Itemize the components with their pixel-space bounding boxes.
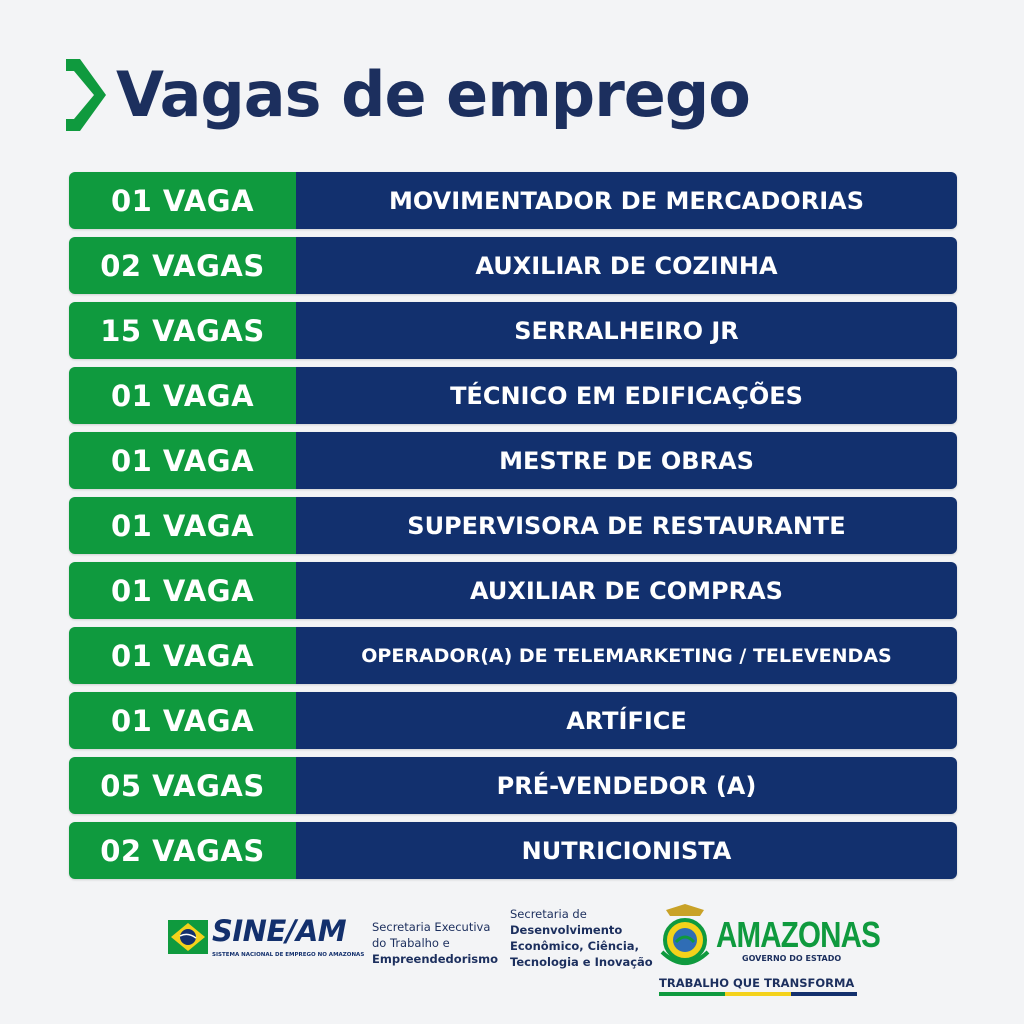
vacancy-count: 02 VAGAS [69, 237, 296, 294]
job-row [69, 302, 957, 359]
job-row [69, 757, 957, 814]
job-title: OPERADOR(A) DE TELEMARKETING / TELEVENDAS [296, 627, 957, 684]
job-title: AUXILIAR DE COZINHA [296, 237, 957, 294]
job-title: NUTRICIONISTA [296, 822, 957, 879]
vacancy-count: 01 VAGA [69, 562, 296, 619]
amazonas-name: AMAZONAS [716, 914, 880, 955]
amazonas-crest-icon [656, 902, 714, 972]
job-list [69, 172, 957, 887]
chevron-right-icon [66, 59, 106, 131]
sine-subtitle: SISTEMA NACIONAL DE EMPREGO NO AMAZONAS [212, 952, 365, 958]
secretaria-line: do Trabalho e [372, 936, 450, 950]
vacancy-count: 01 VAGA [69, 627, 296, 684]
job-title: PRÉ-VENDEDOR (A) [296, 757, 957, 814]
job-title: MESTRE DE OBRAS [296, 432, 957, 489]
vacancy-count: 01 VAGA [69, 172, 296, 229]
vacancy-count: 15 VAGAS [69, 302, 296, 359]
secretaria-trabalho [372, 919, 498, 967]
vacancy-count: 01 VAGA [69, 432, 296, 489]
job-title: TÉCNICO EM EDIFICAÇÕES [296, 367, 957, 424]
vacancy-count: 01 VAGA [69, 692, 296, 749]
footer [0, 892, 1024, 1002]
job-row [69, 432, 957, 489]
job-title: SERRALHEIRO JR [296, 302, 957, 359]
secretaria-line: Secretaria Executiva [372, 920, 491, 934]
secretaria-line: Tecnologia e Inovação [510, 955, 653, 969]
job-row [69, 172, 957, 229]
job-row [69, 627, 957, 684]
secretaria-line: Desenvolvimento [510, 923, 623, 937]
job-row [69, 497, 957, 554]
job-title: AUXILIAR DE COMPRAS [296, 562, 957, 619]
job-row [69, 367, 957, 424]
secretaria-line: Empreendedorismo [372, 952, 499, 966]
vacancy-count: 02 VAGAS [69, 822, 296, 879]
job-title: ARTÍFICE [296, 692, 957, 749]
header [66, 58, 750, 132]
secretaria-line: Econômico, Ciência, [510, 939, 639, 953]
amazonas-gov: GOVERNO DO ESTADO [742, 954, 842, 963]
sine-name: SINE/AM [212, 914, 347, 948]
vacancy-count: 05 VAGAS [69, 757, 296, 814]
secretaria-line: Secretaria de [510, 907, 587, 921]
job-row [69, 237, 957, 294]
amazonas-tagline: TRABALHO QUE TRANSFORMA [659, 976, 855, 990]
sine-logo [166, 914, 365, 968]
vacancy-count: 01 VAGA [69, 497, 296, 554]
brazil-flag-icon [166, 918, 210, 956]
job-title: MOVIMENTADOR DE MERCADORIAS [296, 172, 957, 229]
secretaria-desenvolvimento [510, 906, 653, 970]
vacancy-count: 01 VAGA [69, 367, 296, 424]
page-title: Vagas de emprego [116, 58, 750, 131]
job-row [69, 692, 957, 749]
tagline-color-bar [659, 992, 857, 996]
job-row [69, 562, 957, 619]
job-row [69, 822, 957, 879]
job-title: SUPERVISORA DE RESTAURANTE [296, 497, 957, 554]
